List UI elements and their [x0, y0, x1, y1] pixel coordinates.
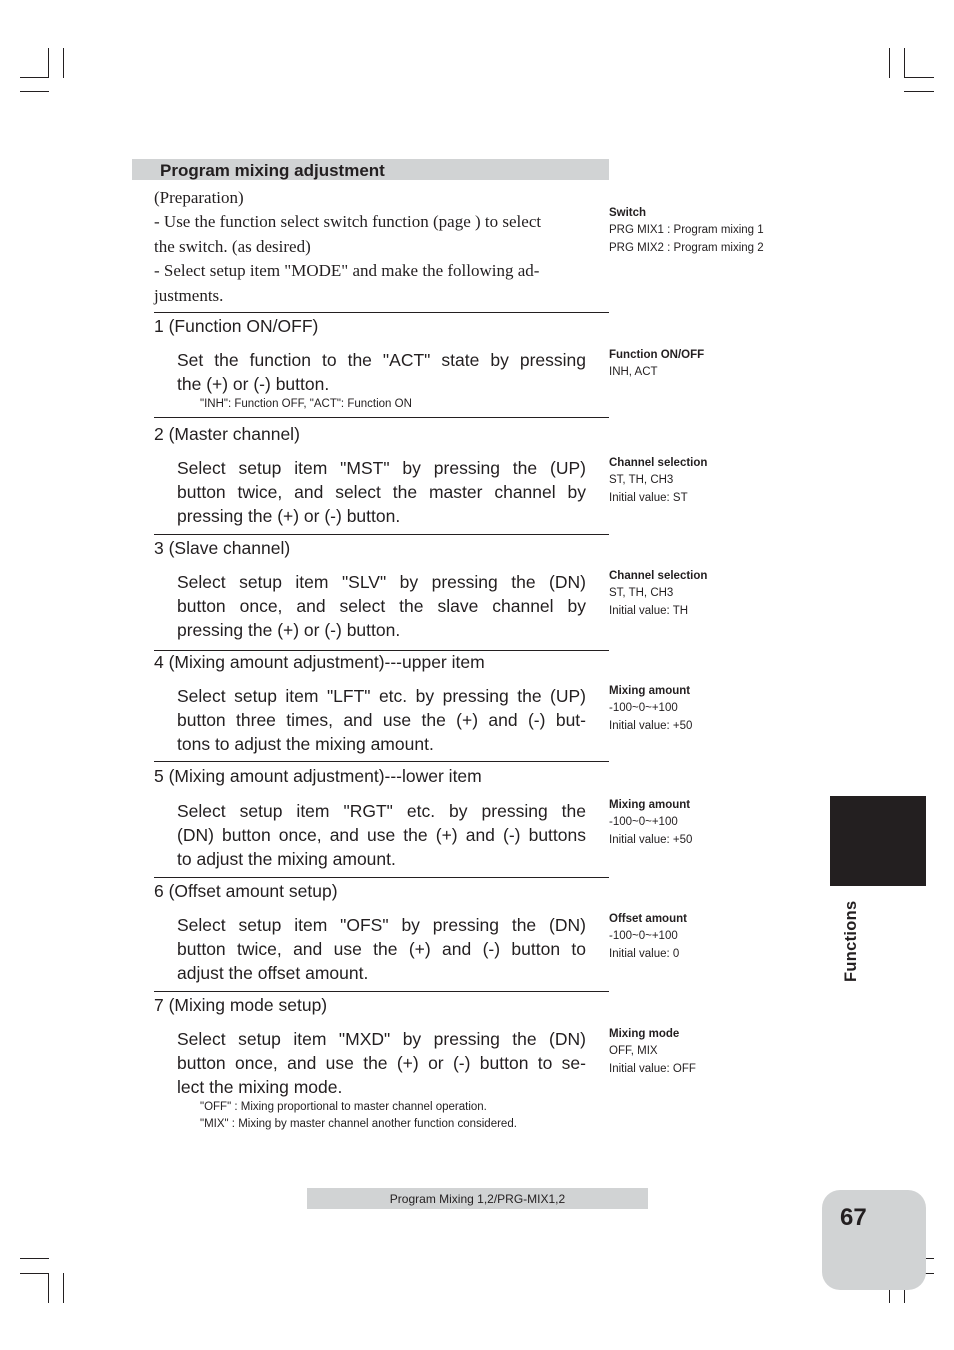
- preparation-text: [154, 186, 586, 308]
- sidebar-note: [609, 347, 704, 382]
- step-body-line: Select setup item "LFT" etc. by pressing the (UP): [177, 686, 586, 706]
- sidebar-note-line: Initial value: OFF: [609, 1062, 696, 1075]
- step-note: "OFF" : Mixing proportional to master channel operation.: [200, 1101, 487, 1113]
- step-heading: 1 (Function ON/OFF): [154, 316, 319, 336]
- step-body-line: Select setup item "MXD" by pressing the (DN): [177, 1029, 586, 1049]
- sidebar-note-line: PRG MIX1 : Program mixing 1: [609, 224, 764, 237]
- step-body: [177, 1027, 586, 1099]
- step-body-line: button once, and use the (+) or (-) button to se-: [177, 1053, 586, 1073]
- step-body-line: Select setup item "RGT" etc. by pressing the: [177, 801, 586, 821]
- sidebar-note-line: PRG MIX2 : Program mixing 2: [609, 241, 764, 254]
- page-number-box: [822, 1190, 926, 1290]
- step-body-line: Select setup item "MST" by pressing the (UP): [177, 458, 586, 478]
- sidebar-note-heading: Function ON/OFF: [609, 349, 705, 361]
- divider: [154, 312, 609, 313]
- sidebar-note-heading: Mixing amount: [609, 685, 691, 697]
- crop-mark: [20, 91, 49, 92]
- step-body: [177, 348, 586, 396]
- step-body: [177, 684, 586, 756]
- section-title: Program mixing adjustment: [160, 161, 385, 180]
- sidebar-note: [609, 205, 764, 257]
- sidebar-note-heading: Mixing amount: [609, 799, 691, 811]
- divider: [154, 650, 609, 651]
- crop-mark: [904, 77, 934, 78]
- sidebar-note: [609, 797, 692, 849]
- section-title-band: [132, 159, 609, 180]
- sidebar-note-line: OFF, MIX: [609, 1045, 658, 1058]
- footer-label: Program Mixing 1,2/PRG-MIX1,2: [389, 1192, 566, 1206]
- step-note: "MIX" : Mixing by master channel another function considered.: [200, 1118, 517, 1130]
- step-body-line: Set the function to the "ACT" state by pressing: [177, 350, 586, 370]
- step-heading: 2 (Master channel): [154, 424, 300, 444]
- section-tab-marker: [830, 796, 926, 886]
- sidebar-note: [609, 1026, 696, 1078]
- step-body-line: button three times, and use the (+) and (-) but-: [177, 710, 586, 730]
- crop-mark: [889, 48, 890, 78]
- preparation-line: justments.: [154, 285, 224, 305]
- preparation-line: - Use the function select switch function (page ) to select: [154, 212, 542, 232]
- sidebar-note-heading: Switch: [609, 207, 647, 219]
- page-number: 67: [840, 1204, 867, 1231]
- step-body-line: button twice, and select the master channel by: [177, 482, 586, 502]
- sidebar-note-line: Initial value: ST: [609, 491, 688, 504]
- sidebar-note-line: -100~0~+100: [609, 816, 678, 829]
- step-body: [177, 456, 586, 528]
- step-body-line: adjust the offset amount.: [177, 963, 369, 983]
- sidebar-note-line: -100~0~+100: [609, 702, 678, 715]
- step-body-line: Select setup item "SLV" by pressing the (DN): [177, 572, 586, 592]
- sidebar-note-line: Initial value: +50: [609, 833, 693, 846]
- crop-mark: [904, 91, 934, 92]
- crop-mark: [48, 1273, 49, 1303]
- preparation-line: - Select setup item "MODE" and make the following ad-: [154, 261, 540, 281]
- step-heading: 7 (Mixing mode setup): [154, 995, 328, 1015]
- sidebar-note-heading: Channel selection: [609, 457, 708, 469]
- step-body-line: button twice, and use the (+) and (-) button to: [177, 939, 586, 959]
- step-body-line: the (+) or (-) button.: [177, 374, 330, 394]
- sidebar-note: [609, 568, 707, 620]
- step-body-line: lect the mixing mode.: [177, 1077, 343, 1097]
- preparation-line: the switch. (as desired): [154, 236, 311, 256]
- crop-mark: [20, 1258, 49, 1259]
- footer-band: [307, 1188, 648, 1209]
- crop-mark: [904, 48, 905, 78]
- sidebar-note-heading: Offset amount: [609, 913, 687, 925]
- divider: [154, 761, 609, 762]
- sidebar-note-line: ST, TH, CH3: [609, 587, 674, 600]
- step-body-line: pressing the (+) or (-) button.: [177, 620, 401, 640]
- step-body-line: tons to adjust the mixing amount.: [177, 734, 434, 754]
- crop-mark: [20, 77, 49, 78]
- sidebar-note-line: -100~0~+100: [609, 930, 678, 943]
- sidebar-note: [609, 455, 707, 507]
- crop-mark: [63, 48, 64, 78]
- crop-mark: [48, 48, 49, 78]
- sidebar-note-line: Initial value: 0: [609, 947, 680, 960]
- step-heading: 6 (Offset amount setup): [154, 881, 338, 901]
- divider: [154, 417, 609, 418]
- divider: [154, 991, 609, 992]
- step-body-line: to adjust the mixing amount.: [177, 849, 396, 869]
- sidebar-note-heading: Channel selection: [609, 570, 708, 582]
- preparation-line: (Preparation): [154, 188, 244, 207]
- sidebar-note-line: Initial value: +50: [609, 719, 693, 732]
- sidebar-note: [609, 911, 687, 963]
- step-body: [177, 799, 586, 871]
- crop-mark: [63, 1273, 64, 1303]
- step-heading: 5 (Mixing amount adjustment)---lower item: [154, 766, 482, 786]
- step-heading: 3 (Slave channel): [154, 538, 291, 558]
- step-body-line: button once, and select the slave channel by: [177, 596, 586, 616]
- sidebar-note-line: Initial value: TH: [609, 604, 689, 617]
- sidebar-note-line: ST, TH, CH3: [609, 474, 674, 487]
- step-body: [177, 913, 586, 985]
- sidebar-note-line: INH, ACT: [609, 366, 658, 379]
- step-body-line: pressing the (+) or (-) button.: [177, 506, 401, 526]
- step-note: "INH": Function OFF, "ACT": Function ON: [200, 398, 412, 410]
- sidebar-note-heading: Mixing mode: [609, 1028, 680, 1040]
- divider: [154, 534, 609, 535]
- step-body: [177, 570, 586, 642]
- step-body-line: (DN) button once, and use the (+) and (-) buttons: [177, 825, 586, 845]
- step-body-line: Select setup item "OFS" by pressing the (DN): [177, 915, 586, 935]
- sidebar-note: [609, 683, 692, 735]
- section-tab-label: Functions: [842, 900, 860, 982]
- crop-mark: [20, 1273, 49, 1274]
- divider: [154, 877, 609, 878]
- step-heading: 4 (Mixing amount adjustment)---upper item: [154, 652, 485, 672]
